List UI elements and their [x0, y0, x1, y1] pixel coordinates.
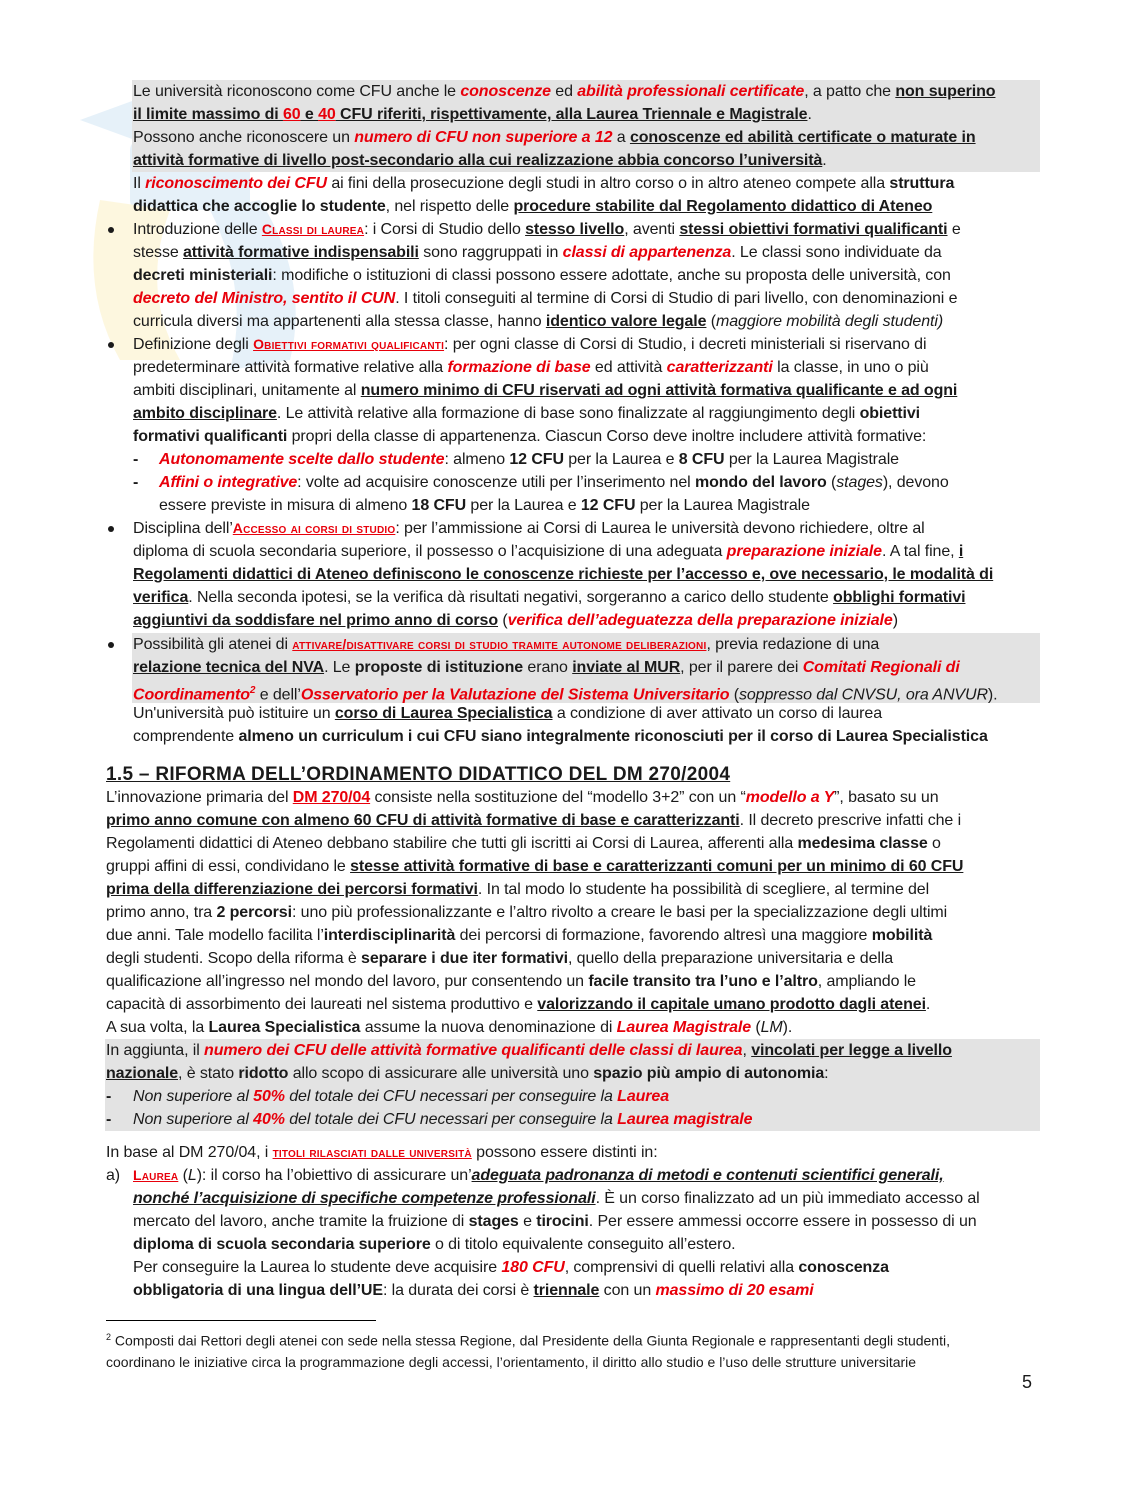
text-line: Possibilità gli atenei di attivare/disattivare corsi di studio tramite autonome deliberazioni, previa redazione di una [133, 636, 880, 653]
text-line: comprendente almeno un curriculum i cui CFU siano integralmente riconosciuti per il corso di Laurea Specialistica [133, 728, 988, 745]
text-line: primo anno, tra 2 percorsi: uno più professionalizzante e l’altro rivolto a creare le basi per la specializzazione degli ultimi [106, 904, 948, 921]
list-dash: - [133, 474, 139, 491]
text-line: Non superiore al 40% del totale dei CFU necessari per conseguire la Laurea magistrale [133, 1111, 753, 1128]
text-line: Il riconoscimento dei CFU ai fini della prosecuzione degli studi in altro corso o in altro ateneo compete alla struttura [133, 175, 955, 192]
text-line: verifica. Nella seconda ipotesi, se la verifica dà risultati negativi, sorgeranno a carico dello studente obblighi formativi [133, 589, 966, 606]
text-line: curricula diversi ma appartenenti alla stessa classe, hanno identico valore legale (maggiore mobilità degli studenti) [133, 313, 944, 330]
text-line: Laurea (L): il corso ha l’obiettivo di assicurare un’adeguata padronanza di metodi e contenuti scientifici generali, [133, 1167, 944, 1184]
text-line: prima della differenziazione dei percorsi formativi. In tal modo lo studente ha possibilità di scegliere, al termine del [106, 881, 930, 898]
text-line: formativi qualificanti propri della classe di appartenenza. Ciascun Corso deve inoltre includere attività formative: [133, 428, 927, 445]
bullet-icon [108, 227, 114, 233]
text-line: Possono anche riconoscere un numero di CFU non superiore a 12 a conoscenze ed abilità certificate o maturate in [133, 129, 976, 146]
text-line: A sua volta, la Laurea Specialistica assume la nuova denominazione di Laurea Magistrale (LM). [106, 1019, 793, 1036]
text-line: L’innovazione primaria del DM 270/04 consiste nella sostituzione del “modello 3+2” con un “modello a Y”, basato su un [106, 789, 939, 806]
text-line: Disciplina dell’Accesso ai corsi di studio: per l’ammissione ai Corsi di Laurea le università devono richiedere, oltre al [133, 520, 925, 537]
text-line: Definizione degli Obiettivi formativi qualificanti: per ogni classe di Corsi di Studio, i decreti ministeriali si riservano di [133, 336, 927, 353]
text-line: stesse attività formative indispensabili sono raggruppati in classi di appartenenza. Le classi sono individuate da [133, 244, 942, 261]
list-marker: a) [106, 1167, 121, 1184]
section-heading: 1.5 – RIFORMA DELL’ORDINAMENTO DIDATTICO DEL DM 270/2004 [106, 764, 731, 785]
footnote: $^2$ Composti dai Rettori degli atenei con sede nella stessa Regione, dal Presidente della Giunta Regionale e rappresentanti degli studenti, coordinano le iniziative circa la programmazione degli accessi, l’orientamento, il diritto allo studio e l’uso delle strutture universitarie [106, 1332, 950, 1370]
text-line: primo anno comune con almeno 60 CFU di attività formative di base e caratterizzanti. Il decreto prescrive infatti che i [106, 812, 962, 829]
text-line: predeterminare attività formative relative alla formazione di base ed attività caratterizzanti la classe, in uno o più [133, 359, 929, 376]
text-line: In base al DM 270/04, i titoli rilasciati dalle università possono essere distinti in: [106, 1144, 658, 1161]
text-line: In aggiunta, il numero dei CFU delle attività formative qualificanti delle classi di laurea, vincolati per legge a livello [106, 1042, 952, 1059]
text-line: diploma di scuola secondaria superiore, il possesso o l’acquisizione di una adeguata preparazione iniziale. A tal fine, i [133, 543, 964, 560]
text-line: relazione tecnica del NVA. Le proposte di istituzione erano inviate al MUR, per il parere dei Comitati Regionali di [133, 659, 960, 676]
text-line: gruppi affini di essi, condividano le stesse attività formative di base e caratterizzanti comuni per un minimo di 60 CFU [106, 858, 964, 875]
text-line: degli studenti. Scopo della riforma è separare i due iter formativi, quello della preparazione universitaria e della [106, 950, 894, 967]
text-line: Un'università può istituire un corso di Laurea Specialistica a condizione di aver attivato un corso di laurea [133, 705, 883, 722]
text-line: ambiti disciplinari, unitamente al numero minimo di CFU riservati ad ogni attività formativa qualificante e ad ogni [133, 382, 958, 399]
list-dash: - [106, 1111, 112, 1128]
text-line: Autonomamente scelte dallo studente: almeno 12 CFU per la Laurea e 8 CFU per la Laurea Magistrale [159, 451, 899, 468]
text-line: decreto del Ministro, sentito il CUN. I titoli conseguiti al termine di Corsi di Studio di pari livello, con denominazioni e [133, 290, 958, 307]
text-line: Regolamenti didattici di Ateneo definiscono le conoscenze richieste per l’accesso e, ove necessario, le modalità di [133, 566, 994, 583]
list-dash: - [106, 1088, 112, 1105]
text-line: Regolamenti didattici di Ateneo debbano stabilire che tutti gli iscritti ai Corsi di Laurea, afferenti alla medesima classe o [106, 835, 941, 852]
text-line: Affini o integrative: volte ad acquisire conoscenze utili per l’inserimento nel mondo del lavoro (stages), devono [159, 474, 949, 491]
text-line: Introduzione delle Classi di laurea: i Corsi di Studio dello stesso livello, aventi stessi obiettivi formativi qualificanti e [133, 221, 961, 238]
text-line: nazionale, è stato ridotto allo scopo di assicurare alle università uno spazio più ampio di autonomia: [106, 1065, 829, 1082]
bullet-icon [108, 642, 114, 648]
text-line: attività formative di livello post-secondario alla cui realizzazione abbia concorso l’università. [133, 152, 827, 169]
footnote-separator [106, 1320, 376, 1321]
text-line: didattica che accoglie lo studente, nel rispetto delle procedure stabilite dal Regolamento didattico di Ateneo [133, 198, 933, 215]
text-line: mercato del lavoro, anche tramite la fruizione di stages e tirocini. Per essere ammessi occorre essere in possesso di un [133, 1213, 977, 1230]
list-dash: - [133, 451, 139, 468]
text-line: nonché l’acquisizione di specifiche competenze professionali. È un corso finalizzato ad un più immediato accesso al [133, 1190, 980, 1207]
page-number: 5 [1022, 1372, 1033, 1392]
text-line: essere previste in misura di almeno 18 CFU per la Laurea e 12 CFU per la Laurea Magistrale [159, 497, 810, 514]
text-line: obbligatoria di una lingua dell’UE: la durata dei corsi è triennale con un massimo di 20 esami [133, 1282, 814, 1299]
text-line: diploma di scuola secondaria superiore o di titolo equivalente conseguito all’estero. [133, 1236, 736, 1253]
text-line: capacità di assorbimento dei laureati nel sistema produttivo e valorizzando il capitale umano prodotto dagli atenei. [106, 996, 931, 1013]
text-line: Non superiore al 50% del totale dei CFU necessari per conseguire la Laurea [133, 1088, 670, 1105]
text-line: il limite massimo di 60 e 40 CFU riferiti, rispettivamente, alla Laurea Triennale e Magistrale. [133, 106, 812, 123]
text-line: aggiuntivi da soddisfare nel primo anno di corso (verifica dell’adeguatezza della preparazione iniziale) [133, 612, 898, 629]
text-line: due anni. Tale modello facilita l’interdisciplinarità dei percorsi di formazione, favorendo altresì una maggiore mobilità [106, 927, 933, 944]
bullet-icon [108, 526, 114, 532]
text-line: decreti ministeriali: modifiche o istituzioni di classi possono essere adottate, anche su proposta delle università, con [133, 267, 951, 284]
text-line: Coordinamento$^2$ e dell’Osservatorio per la Valutazione del Sistema Universitario (soppresso dal CNVSU, ora ANVUR). [133, 685, 998, 704]
bullet-icon [108, 342, 114, 348]
text-line: ambito disciplinare. Le attività relative alla formazione di base sono finalizzate al raggiungimento degli obiettivi [133, 405, 921, 422]
text-line: qualificazione all’ingresso nel mondo del lavoro, pur consentendo un facile transito tra l’uno e l’altro, ampliando le [106, 973, 916, 990]
text-line: Per conseguire la Laurea lo studente deve acquisire 180 CFU, comprensivi di quelli relativi alla conoscenza [133, 1259, 889, 1276]
text-line: Le università riconoscono come CFU anche le conoscenze ed abilità professionali certificate, a patto che non superino [133, 83, 996, 100]
